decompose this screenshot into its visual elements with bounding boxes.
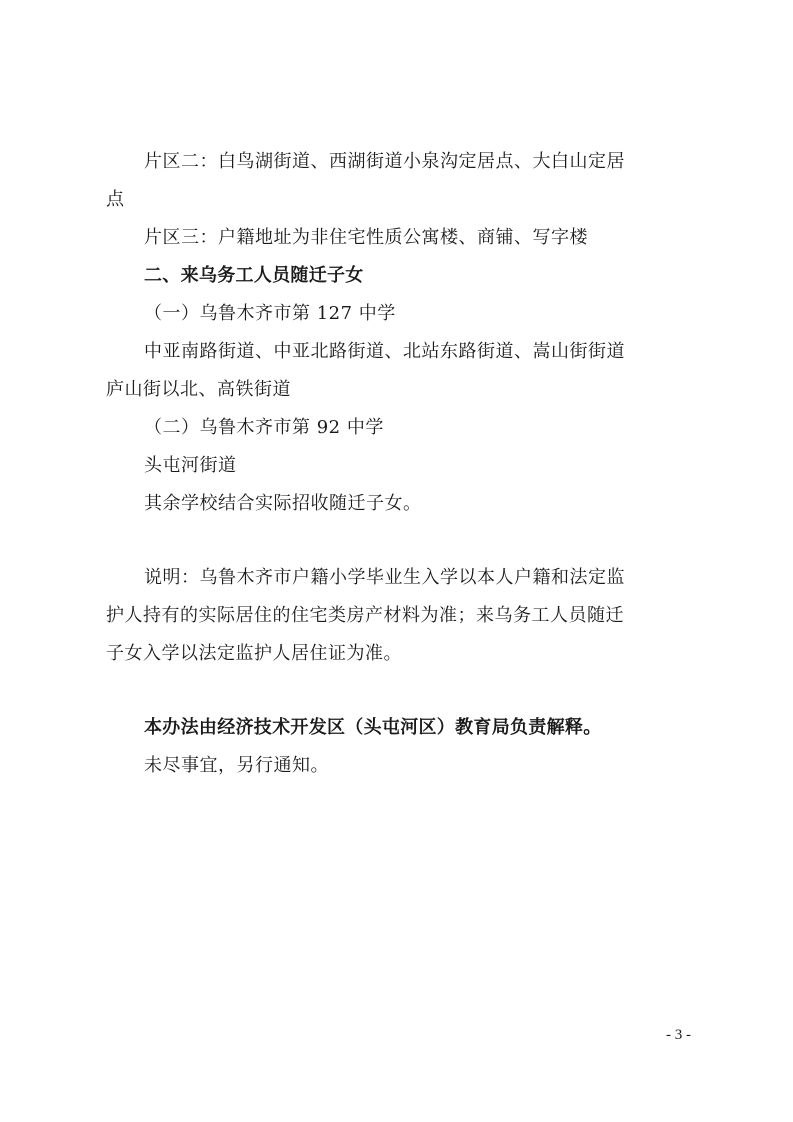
school-127-area-line-1: 中亚南路街道、中亚北路街道、北站东路街道、嵩山街街道 <box>144 341 625 362</box>
page-number: - 3 - <box>666 1027 691 1043</box>
section-heading-migrant-children: 二、来乌务工人员随迁子女 <box>144 265 364 286</box>
school-92-area-line: 头屯河街道 <box>144 455 237 476</box>
other-schools-line: 其余学校结合实际招收随迁子女。 <box>144 493 422 514</box>
note-line-3: 子女入学以法定监护人居住证为准。 <box>106 643 402 664</box>
note-line-1: 说明：乌鲁木齐市户籍小学毕业生入学以本人户籍和法定监 <box>144 567 625 588</box>
zone-three-line: 片区三：户籍地址为非住宅性质公寓楼、商铺、写字楼 <box>144 227 588 248</box>
note-line-2: 护人持有的实际居住的住宅类房产材料为准；来乌务工人员随迁 <box>106 605 624 626</box>
school-127-area-line-2: 庐山街以北、高铁街道 <box>106 379 291 400</box>
zone-two-line-1: 片区二：白鸟湖街道、西湖街道小泉沟定居点、大白山定居 <box>144 151 625 172</box>
interpretation-statement: 本办法由经济技术开发区（头屯河区）教育局负责解释。 <box>144 717 602 738</box>
closing-notice: 未尽事宜，另行通知。 <box>144 755 329 776</box>
zone-two-line-2: 点 <box>106 189 125 210</box>
school-127-heading: （一）乌鲁木齐市第 127 中学 <box>144 303 396 324</box>
school-92-heading: （二）乌鲁木齐市第 92 中学 <box>144 417 384 438</box>
